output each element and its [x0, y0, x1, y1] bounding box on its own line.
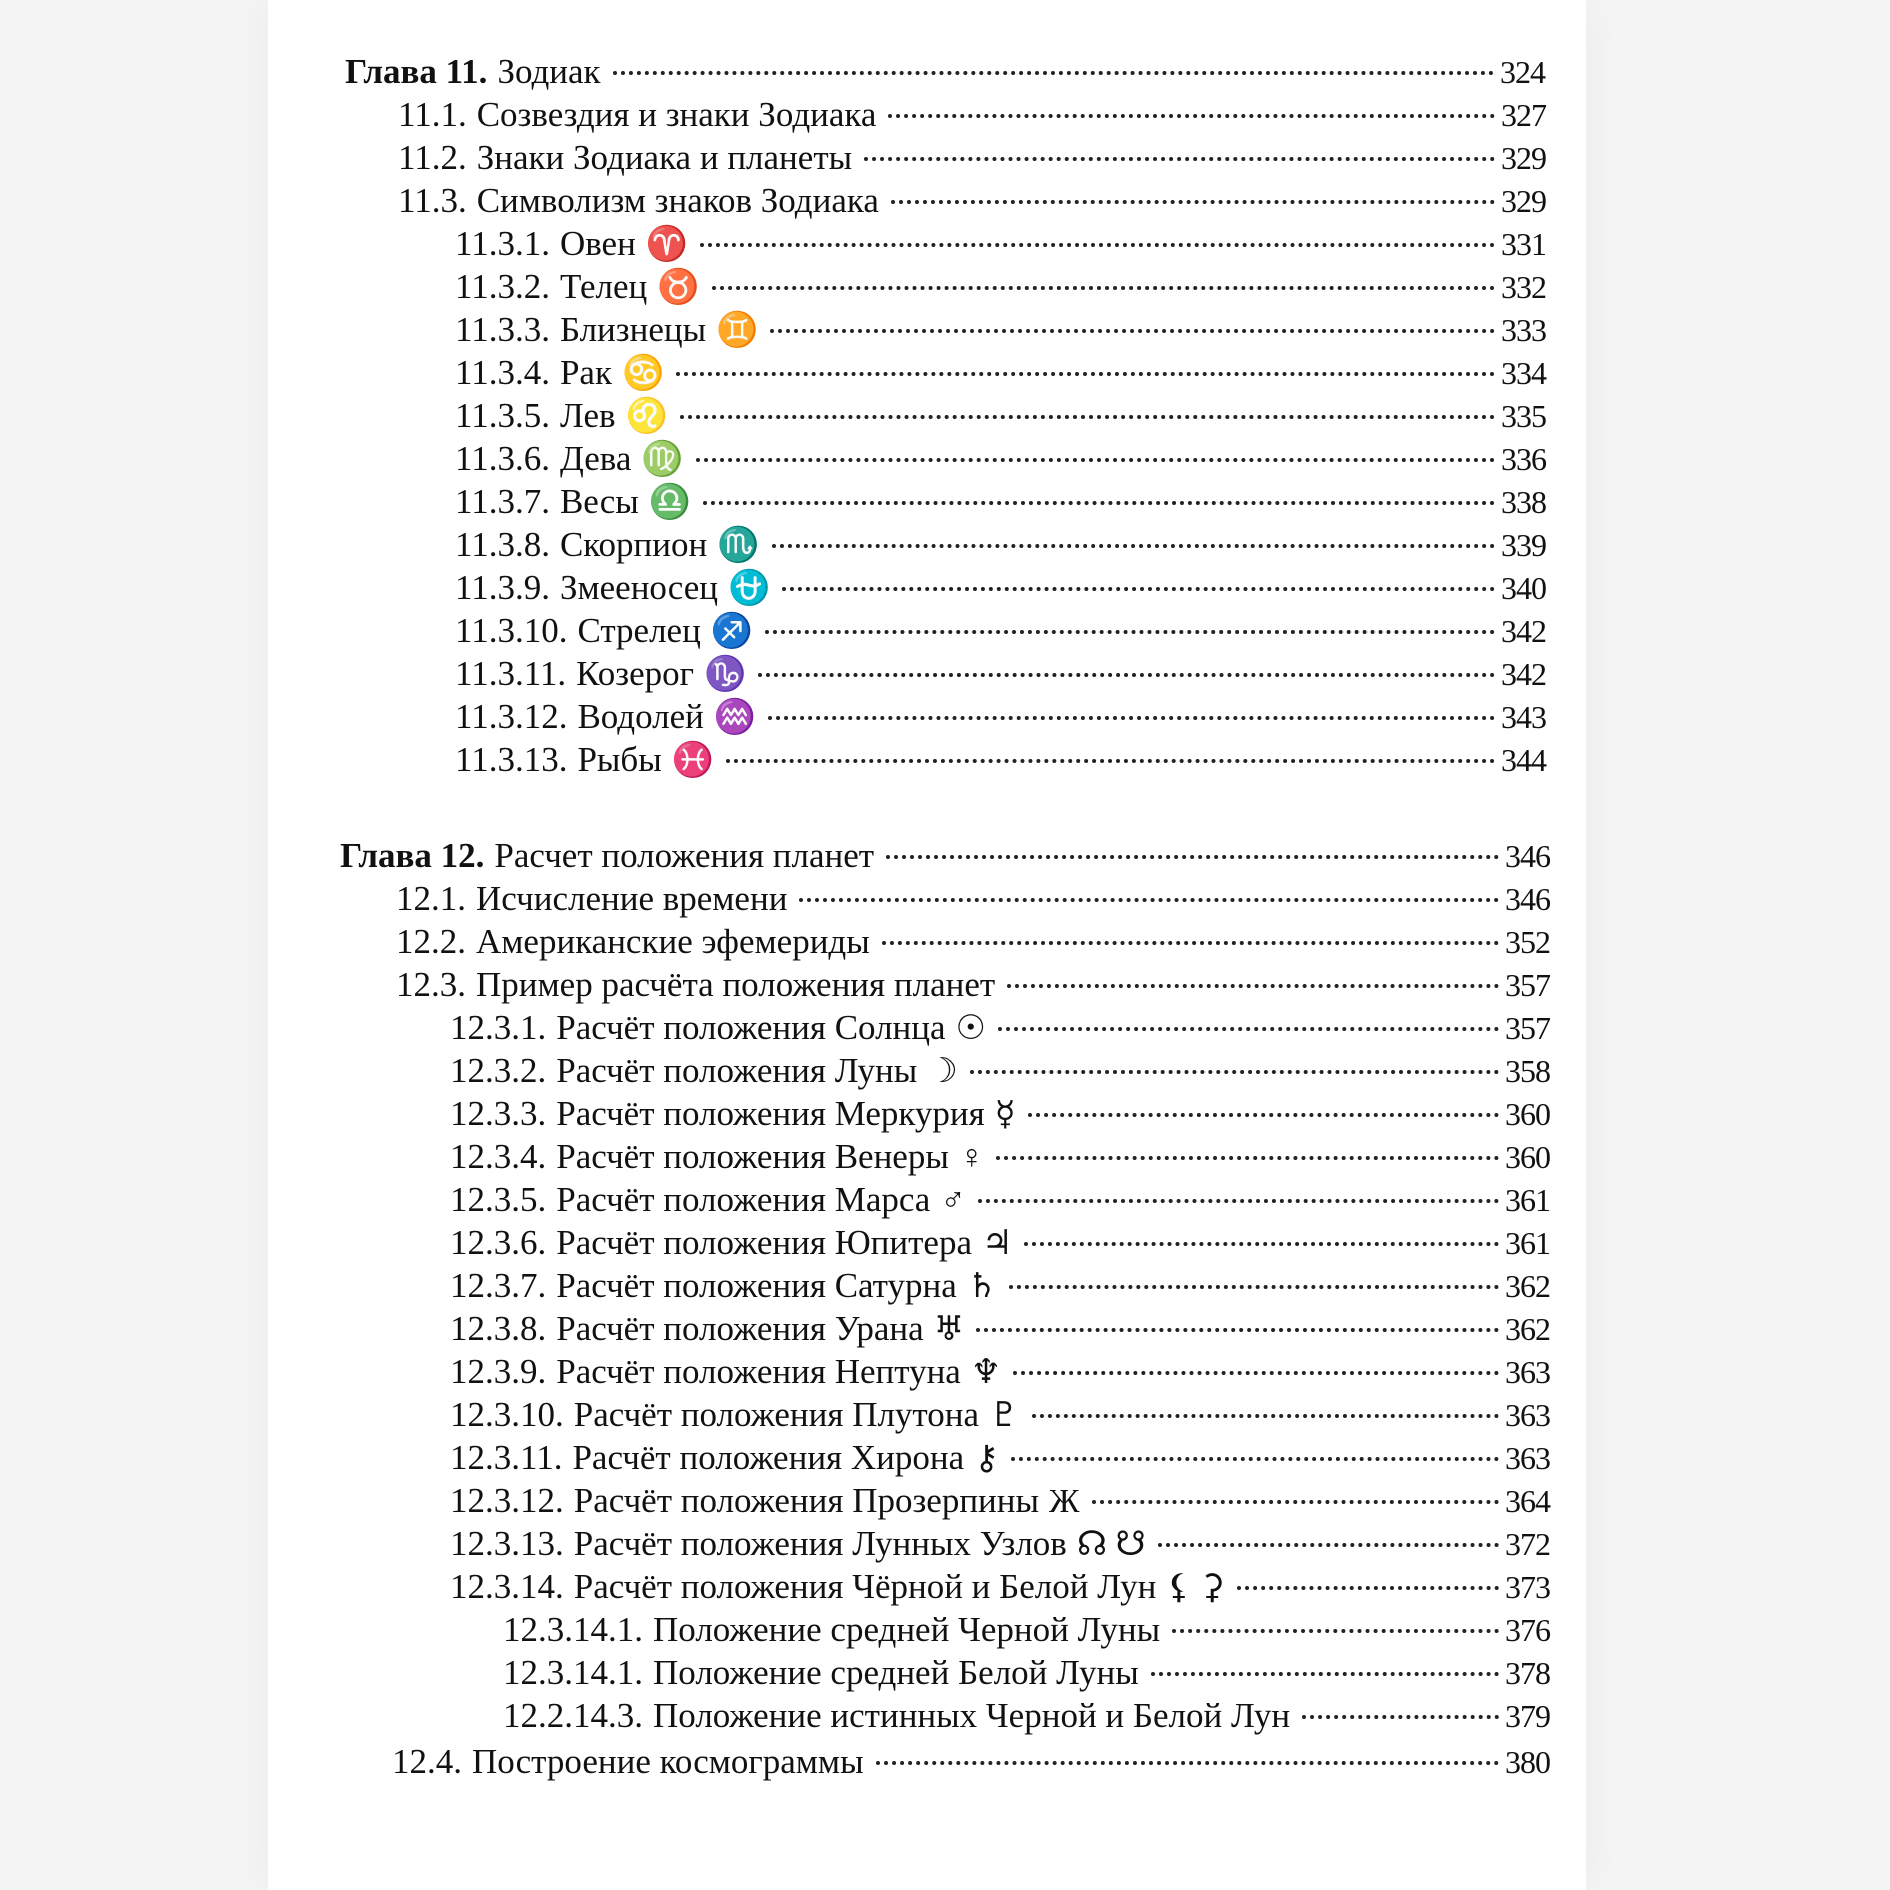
entry-title: Расчёт положения Сатурна: [556, 1266, 957, 1305]
entry-number: 12.3.8.: [450, 1309, 547, 1348]
page-number: 329: [1501, 183, 1546, 219]
toc-entry: [450, 1049, 1550, 1093]
toc-entry: [455, 523, 1546, 567]
mercury-icon: ☿: [994, 1096, 1016, 1133]
entry-number: 12.1.: [396, 879, 466, 918]
page-number: 329: [1501, 140, 1546, 176]
capricorn-icon: ♑: [703, 656, 747, 693]
entry-number: 12.3.4.: [450, 1137, 547, 1176]
virgo-icon: ♍: [641, 441, 684, 478]
dot-leader: [1237, 1586, 1499, 1590]
entry-number: 11.3.7.: [455, 482, 550, 521]
page-number: 339: [1501, 527, 1546, 563]
mars-icon: ♂: [940, 1182, 966, 1219]
dot-leader: [799, 898, 1499, 902]
page-number: 342: [1501, 613, 1546, 649]
neptune-icon: ♆: [970, 1354, 1002, 1391]
entry-title: Водолей: [577, 697, 704, 736]
entry-number: 11.3.6.: [455, 439, 550, 478]
page-number: 340: [1501, 570, 1546, 606]
dot-leader: [876, 1761, 1499, 1765]
entry-title: Скорпион: [559, 525, 708, 564]
toc-entry: [450, 1264, 1550, 1308]
entry-number: 11.3.1.: [455, 224, 550, 263]
dot-leader: [680, 415, 1495, 419]
entry-number: 11.3.3.: [455, 310, 550, 349]
dot-leader: [1007, 984, 1499, 988]
toc-entry: [450, 1006, 1550, 1050]
dot-leader: [1151, 1672, 1499, 1676]
entry-title: Расчёт положения Меркурия: [556, 1094, 985, 1133]
aquarius-icon: ♒: [713, 699, 757, 736]
entry-title: Расчёт положения Урана: [556, 1309, 924, 1348]
saturn-icon: ♄: [966, 1268, 998, 1305]
entry-title: Созвездия и знаки Зодиака: [476, 95, 877, 134]
taurus-icon: ♉: [657, 269, 700, 306]
entry-title: Положение средней Черной Луны: [653, 1610, 1161, 1649]
entry-number: 11.1.: [398, 95, 467, 134]
toc-entry: [450, 1393, 1550, 1437]
dot-leader: [613, 71, 1494, 75]
entry-number: 12.3.7.: [450, 1266, 547, 1305]
entry-number: 12.3.1.: [450, 1008, 547, 1047]
entry-title: Овен: [559, 224, 636, 263]
chiron-icon: ⚷: [974, 1440, 1000, 1477]
pluto-icon: ♇: [989, 1397, 1020, 1434]
page-number: 357: [1505, 1010, 1550, 1046]
page-number: 352: [1505, 924, 1550, 960]
page-number: 373: [1505, 1569, 1550, 1605]
entry-number: 12.3.5.: [450, 1180, 547, 1219]
dot-leader: [1032, 1414, 1499, 1418]
entry-title: Расчёт положения Венеры: [556, 1137, 949, 1176]
entry-title: Пример расчёта положения планет: [476, 965, 996, 1004]
dot-leader: [888, 114, 1495, 118]
dot-leader: [891, 200, 1495, 204]
toc-entry: [450, 1350, 1550, 1394]
entry-number: 12.3.3.: [450, 1094, 547, 1133]
dot-leader: [1009, 1285, 1499, 1289]
page-number: 363: [1505, 1397, 1550, 1433]
entry-title: Расчёт положения Юпитера: [556, 1223, 972, 1262]
toc-entry: [450, 1565, 1550, 1609]
entry-title: Лев: [559, 396, 616, 435]
toc-entry: [450, 1178, 1550, 1222]
proserpina-icon: Ж: [1049, 1483, 1080, 1520]
ophiuchus-icon: ⛎: [728, 570, 771, 607]
entry-number: 11.3.9.: [455, 568, 550, 607]
entry-title: Расчёт положения Плутона: [573, 1395, 980, 1434]
dot-leader: [1028, 1113, 1499, 1117]
dot-leader: [1011, 1457, 1499, 1461]
entry-title: Американские эфемериды: [476, 922, 870, 961]
entry-number: 12.3.13.: [450, 1524, 564, 1563]
page-number: 362: [1505, 1268, 1550, 1304]
page-number: 344: [1501, 742, 1546, 778]
entry-title: Расчёт положения Лунных Узлов: [573, 1524, 1067, 1563]
entry-title: Расчёт положения Чёрной и Белой Лун: [573, 1567, 1157, 1606]
dot-leader: [978, 1199, 1499, 1203]
page-number: 362: [1505, 1311, 1550, 1347]
dot-leader: [1302, 1715, 1499, 1719]
leo-icon: ♌: [625, 398, 668, 435]
sagittarius-icon: ♐: [710, 613, 754, 650]
page-number: 332: [1501, 269, 1546, 305]
dot-leader: [976, 1328, 1499, 1332]
entry-title: Положение истинных Черной и Белой Лун: [653, 1696, 1291, 1735]
entry-number: 11.3.2.: [455, 267, 550, 306]
toc-entry: [396, 963, 1550, 1007]
page-number: 363: [1505, 1354, 1550, 1390]
toc-entry: [450, 1092, 1550, 1136]
toc-entry: [503, 1608, 1550, 1652]
page-number: 376: [1505, 1612, 1550, 1648]
dot-leader: [772, 544, 1495, 548]
toc-entry: [455, 695, 1546, 739]
toc-entry: [450, 1522, 1550, 1566]
dot-leader: [696, 458, 1495, 462]
entry-title: Рыбы: [577, 740, 662, 779]
dot-leader: [864, 157, 1495, 161]
venus-icon: ♀: [958, 1139, 985, 1176]
toc-entry: [450, 1307, 1550, 1351]
dot-leader: [770, 329, 1495, 333]
toc-entry: [455, 480, 1546, 524]
toc-entry: [398, 93, 1546, 137]
dot-leader: [886, 855, 1499, 859]
page-number: 360: [1505, 1139, 1550, 1175]
dot-leader: [676, 372, 1495, 376]
page-number: 335: [1501, 398, 1546, 434]
jupiter-icon: ♃: [982, 1225, 1013, 1262]
entry-number: 11.3.11.: [455, 654, 567, 693]
entry-title: Змееносец: [559, 568, 719, 607]
dot-leader: [712, 286, 1495, 290]
toc-entry: [398, 136, 1546, 180]
page-number: 333: [1501, 312, 1546, 348]
page-number: 334: [1501, 355, 1546, 391]
entry-number: 12.2.: [396, 922, 466, 961]
entry-number: 12.3.12.: [450, 1481, 564, 1520]
dot-leader: [703, 501, 1495, 505]
entry-title: Расчёт положения Хирона: [572, 1438, 965, 1477]
entry-title: Расчёт положения Прозерпины: [573, 1481, 1040, 1520]
dot-leader: [882, 941, 1499, 945]
dot-leader: [998, 1027, 1499, 1031]
entry-number: 11.3.12.: [455, 697, 568, 736]
dot-leader: [1013, 1371, 1499, 1375]
entry-number: 11.3.10.: [455, 611, 568, 650]
toc-entry: [503, 1651, 1550, 1695]
dot-leader: [1024, 1242, 1499, 1246]
libra-icon: ♎: [648, 484, 692, 521]
entry-title: Весы: [559, 482, 639, 521]
entry-title: Построение космограммы: [472, 1742, 864, 1781]
entry-number: 12.3.2.: [450, 1051, 547, 1090]
toc-entry: [455, 609, 1546, 653]
page-number: 342: [1501, 656, 1546, 692]
chapter-title: Расчет положения планет: [494, 836, 875, 875]
dot-leader: [1158, 1543, 1499, 1547]
entry-number: 11.3.4.: [455, 353, 550, 392]
page-number: 363: [1505, 1440, 1550, 1476]
page-number: 346: [1505, 881, 1550, 917]
chapter-label: Глава 12.: [340, 836, 485, 875]
page-number: 346: [1505, 838, 1550, 874]
toc-entry: [450, 1135, 1550, 1179]
toc-entry: [398, 179, 1546, 223]
chapter-heading: [345, 50, 1545, 94]
entry-title: Стрелец: [577, 611, 701, 650]
toc-entry: [450, 1221, 1550, 1265]
dot-leader: [1092, 1500, 1499, 1504]
entry-title: Рак: [559, 353, 612, 392]
page-number: 361: [1505, 1182, 1550, 1218]
dot-leader: [768, 716, 1495, 720]
toc-entry: [455, 566, 1546, 610]
black-white-moon-icon: ⚸ ⚳: [1166, 1569, 1225, 1606]
page-number: 336: [1501, 441, 1546, 477]
page-number: 343: [1501, 699, 1546, 735]
entry-title: Расчёт положения Нептуна: [556, 1352, 961, 1391]
gemini-icon: ♊: [716, 312, 759, 349]
moon-icon: ☽: [927, 1053, 958, 1090]
entry-number: 11.3.13.: [455, 740, 568, 779]
page-number: 361: [1505, 1225, 1550, 1261]
cancer-icon: ♋: [621, 355, 665, 392]
toc-entry: [503, 1694, 1550, 1738]
dot-leader: [726, 759, 1495, 763]
entry-title: Исчисление времени: [476, 879, 788, 918]
uranus-icon: ♅: [933, 1311, 965, 1348]
toc-entry: [450, 1436, 1550, 1480]
toc-entry: [392, 1740, 1550, 1784]
entry-title: Козерог: [576, 654, 694, 693]
toc-entry: [455, 351, 1546, 395]
chapter-heading: [340, 834, 1550, 878]
page-number: 380: [1505, 1744, 1550, 1780]
entry-number: 11.3.5.: [455, 396, 550, 435]
aries-icon: ♈: [645, 226, 689, 263]
page-number: 338: [1501, 484, 1546, 520]
entry-title: Близнецы: [559, 310, 707, 349]
entry-title: Расчёт положения Луны: [556, 1051, 918, 1090]
toc-entry: [455, 222, 1546, 266]
page-number: 364: [1505, 1483, 1550, 1519]
chapter-title: Зодиак: [497, 52, 601, 91]
page-number: 358: [1505, 1053, 1550, 1089]
dot-leader: [970, 1070, 1499, 1074]
dot-leader: [758, 673, 1495, 677]
toc-entry: [396, 877, 1550, 921]
entry-number: 12.3.10.: [450, 1395, 564, 1434]
entry-number: 12.3.: [396, 965, 466, 1004]
entry-number: 12.2.14.3.: [503, 1696, 643, 1735]
dot-leader: [996, 1156, 1499, 1160]
entry-number: 12.3.11.: [450, 1438, 563, 1477]
entry-title: Дева: [559, 439, 632, 478]
dot-leader: [782, 587, 1495, 591]
page-number: 357: [1505, 967, 1550, 1003]
toc-entry: [455, 265, 1546, 309]
entry-number: 12.3.9.: [450, 1352, 547, 1391]
dot-leader: [765, 630, 1495, 634]
entry-number: 12.4.: [392, 1742, 462, 1781]
page-number: 372: [1505, 1526, 1550, 1562]
toc-entry: [455, 652, 1546, 696]
toc-entry: [455, 437, 1546, 481]
toc-entry: [396, 920, 1550, 964]
page-number: 327: [1501, 97, 1546, 133]
entry-title: Расчёт положения Марса: [556, 1180, 931, 1219]
chapter-label: Глава 11.: [345, 52, 488, 91]
entry-number: 11.2.: [398, 138, 467, 177]
entry-title: Символизм знаков Зодиака: [476, 181, 879, 220]
page-number: 331: [1501, 226, 1546, 262]
lunar-nodes-icon: ☊ ☋: [1076, 1526, 1146, 1563]
dot-leader: [1172, 1629, 1499, 1633]
entry-number: 12.3.6.: [450, 1223, 547, 1262]
page-number: 360: [1505, 1096, 1550, 1132]
toc-entry: [455, 394, 1546, 438]
entry-title: Знаки Зодиака и планеты: [476, 138, 853, 177]
entry-number: 11.3.: [398, 181, 467, 220]
pisces-icon: ♓: [671, 742, 715, 779]
toc-entry: [455, 308, 1546, 352]
page-number: 379: [1505, 1698, 1550, 1734]
entry-number: 11.3.8.: [455, 525, 550, 564]
entry-title: Положение средней Белой Луны: [653, 1653, 1139, 1692]
entry-title: Расчёт положения Солнца: [556, 1008, 946, 1047]
entry-title: Телец: [559, 267, 648, 306]
dot-leader: [700, 243, 1495, 247]
page-number: 324: [1500, 54, 1545, 90]
sun-icon: ☉: [955, 1010, 987, 1047]
page-number: 378: [1505, 1655, 1550, 1691]
entry-number: 12.3.14.1.: [503, 1653, 643, 1692]
scorpio-icon: ♏: [717, 527, 760, 564]
entry-number: 12.3.14.1.: [503, 1610, 643, 1649]
toc-entry: [455, 738, 1546, 782]
entry-number: 12.3.14.: [450, 1567, 564, 1606]
toc-entry: [450, 1479, 1550, 1523]
